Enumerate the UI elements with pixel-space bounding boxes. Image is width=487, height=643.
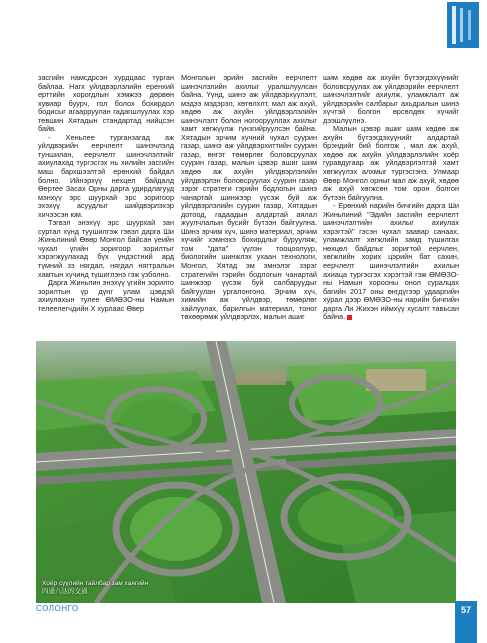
- magazine-title: СОЛОНГО: [36, 604, 79, 613]
- page-tab-bar: [455, 619, 477, 643]
- paragraph-text: - Ерөнхий нарийн бичгийн дарга Ши Жиньпиний "Эдийн засгийн еерчлелт шинэчлэлтийн ахилыг ахиулах хэрэгтэй" гэсэн чухал заавар санаах, уламжлалт хөгжлийн замд түшилгах нөхцөл байдлыг зоригтой еерчлен, хөгжлийн хорих цэрийн бат сахин, еерчлелт шинэчлэлтийн ахилын ахиаца тургэсгэх хэрэгтэй гэж ӨМӨЗО-ны Намын хорооны онол суралцах багийн 2017 оны өнгдүгээр удааргийн хурал дээр ӨМӨЗО-ны нарийн бичгийн дарга Ли Жихэн иймхүү хусалт тавьсан байна.: [323, 201, 459, 322]
- paragraph: Монголын эрийн засгийн еерчлелт шинэчлэлийн ахилыг уралшлуулсан байна. Үүнд, шинэ аж уйлдвэрхүүлэлт, мэдээ мэдэрэл, хөтөлхлт, мал аж ахуй, хөдөө аж ахуйн уйлдвэрлэлийн шинэчлэлт болон ногоорууллах ахилыг хамт хөгжүүлж гүнзгийруулсэн байна. Хятадын эрчим хүчний чухал суурин газар, шинэ аж уйлдвэрхиттийн суурин газар, өнгэт төмөрлөг боловсруулах суурин газар, малын цэвэр ашиг шим хөдөө аж ахуйн уйлдвэрлэлийн уйлдвэрлэн боловсруулах суурин газар зэрэг стратеги гэрийн бодлогын шинэ чанартай шинжээр үүсэж буй аж уйлдвэрлэлийн суурин газар, Хятадын дотоод, гадаадын алдартай аялал жуулчлалын бусийг бүтээн байгуулна. Шинэ эрчим хүч, шинэ материал, эрчим хүчийг хэмнэхэ бохирдлыг бурууляж, том "дата" үүлэн тооцоолуур, биологийн шинжлэх ухаан технологи, Монгол, Хятад эм эмнэлэг зэрэг стратегийн гэрийн бодлогын чанартай шинжээр үүсэж буй салбаруудыг байгуулан ургалонгоно. Эрчим хүч, химийн аж үйлдвэр, төмөрлөг хайлуулах, барилгын материал, тоног төхөөрөмж уйлдвэрлэх, малын ашиг: [181, 73, 317, 322]
- text-column-3: [323, 74, 459, 322]
- highway-interchange-photo: [36, 341, 456, 603]
- tag-stripe: [460, 8, 463, 42]
- paragraph: Дарга Жиньпин энэхүү үгийн зорилго зорилтын үр дүнг улам цэвдэй ахиулахын тулее ӨМӨЗО-ны Намын телеелегчдийн X хурлааc Өвер: [38, 278, 174, 313]
- end-mark-icon: [347, 315, 352, 320]
- text-column-1: [38, 74, 174, 313]
- paragraph: Малын цэвэр ашиг шим хөдөө аж ахуйн бүтээгдэхүүнийг алдартай брэндийг бий болгож , мал аж ахуй, хөдөө аж ахуйн уйлдвэрлэлийн хоёр гуравдугаар аж уйлдвэрлэлтэй хамт хөгжүүлэх алхмыг тургэсгэнэ. Улмаар Өвөр Монгол орныг мал аж ахуй, хөдөө аж ахуй хөгжсөн том орон болгон бүтээн байгуулна.: [323, 124, 459, 202]
- paragraph: шим хөдөө аж ахуйн бүтээгдэхүүнийг боловсруулах аж уйлдвэрийн еерчлелт шинэчлэлтийг ахиулж, уламжлалт аж уйлдвэрийн салбарыг ахьдралын шинэ хүчтэй болгон өрсөлдөх хүчийг дээшлүүлнэ.: [323, 73, 459, 125]
- caption-line: 四通八达的交通: [42, 588, 88, 595]
- tag-stripe: [468, 10, 471, 40]
- page-number: 57: [455, 601, 477, 619]
- section-tag: [447, 2, 479, 48]
- caption-line: Хоёр сүүлийн тайлбар зам хаягийн: [42, 580, 149, 587]
- text-column-2: [181, 74, 317, 322]
- paragraph: засгийн намсдрсэн хурдцаас турган байлаа. Нагх уйлдвэрлэлийн еренхий ерттийн хорогдлын хэмжээ дөрвөн хувиар буурч, гол болох бохирдол бодисыг агаарруулан гадагшлуулах хэр тевшин Хятадын стандартад нийцсэн байв.: [38, 73, 174, 134]
- paragraph: [323, 202, 459, 322]
- paragraph: - Хеньлее турганзагад аж уйлдвэрийн еерчлелт шинэчлэлд туншилан, еерчлелт шинэчлэлтийг ахиулахад тургэсгэх нь хилийн засгийн маш бархшээлтэй ерөнхий байдал болно. Ийнэрхүү нехцел байдалд Өертее Засах Орны дарга удирдлагууд мэнхүү эрс шуурхай эрс зоригоор эхэхүү асуудлыг шийдвэрлэхэр хичээсэн юм.: [38, 132, 174, 219]
- photo-caption: [42, 580, 148, 596]
- tag-stripe: [452, 6, 456, 44]
- paragraph: Тэгвэл энэхүү эрс шуурхай зан суртал хүнд туушилгэж гэвэл дарга Ши Жиньпиний Өвөр Монгол байсан үеийн чухал үгийн зоригоор зорилтыг хэрэгжуулахад бүх үндэстний ард түмний зэ нягдал, нягдал нягтралын хамтын хүчинд түшиглэнэ гэж үзболно.: [38, 218, 174, 279]
